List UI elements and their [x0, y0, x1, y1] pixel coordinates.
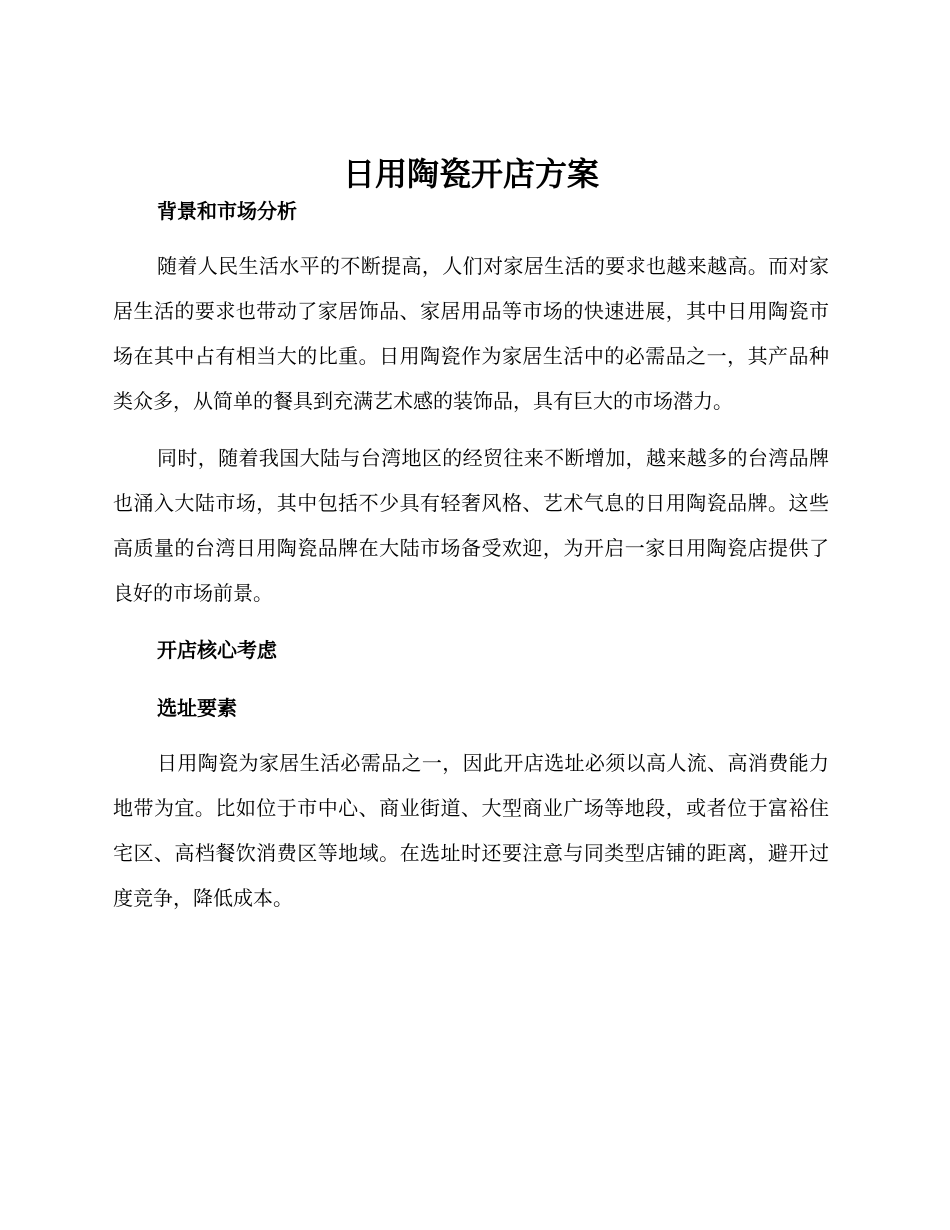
- paragraph-background-1: 随着人民生活水平的不断提高，人们对家居生活的要求也越来越高。而对家居生活的要求也带动了家居饰品、家居用品等市场的快速进展，其中日用陶瓷市场在其中占有相当大的比重。日用陶瓷作为家居生活中的必需品之一，其产品种类众多，从简单的餐具到充满艺术感的装饰品，具有巨大的市场潜力。: [113, 254, 829, 413]
- section-heading-core-considerations: 开店核心考虑: [157, 638, 277, 662]
- document-title: 日用陶瓷开店方案: [342, 155, 599, 193]
- document-body: [113, 150, 829, 921]
- section-heading-site-selection: 选址要素: [157, 696, 237, 720]
- paragraph-site-selection-1: 日用陶瓷为家居生活必需品之一，因此开店选址必须以高人流、高消费能力地带为宜。比如位于市中心、商业街道、大型商业广场等地段，或者位于富裕住宅区、高档餐饮消费区等地域。在选址时还要注意与同类型店铺的距离，避开过度竞争，降低成本。: [113, 751, 829, 910]
- paragraph-background-2: 同时，随着我国大陆与台湾地区的经贸往来不断增加，越来越多的台湾品牌也涌入大陆市场，其中包括不少具有轻奢风格、艺术气息的日用陶瓷品牌。这些高质量的台湾日用陶瓷品牌在大陆市场备受欢迎，为开启一家日用陶瓷店提供了良好的市场前景。: [113, 446, 829, 605]
- section-heading-background-market: 背景和市场分析: [157, 199, 297, 223]
